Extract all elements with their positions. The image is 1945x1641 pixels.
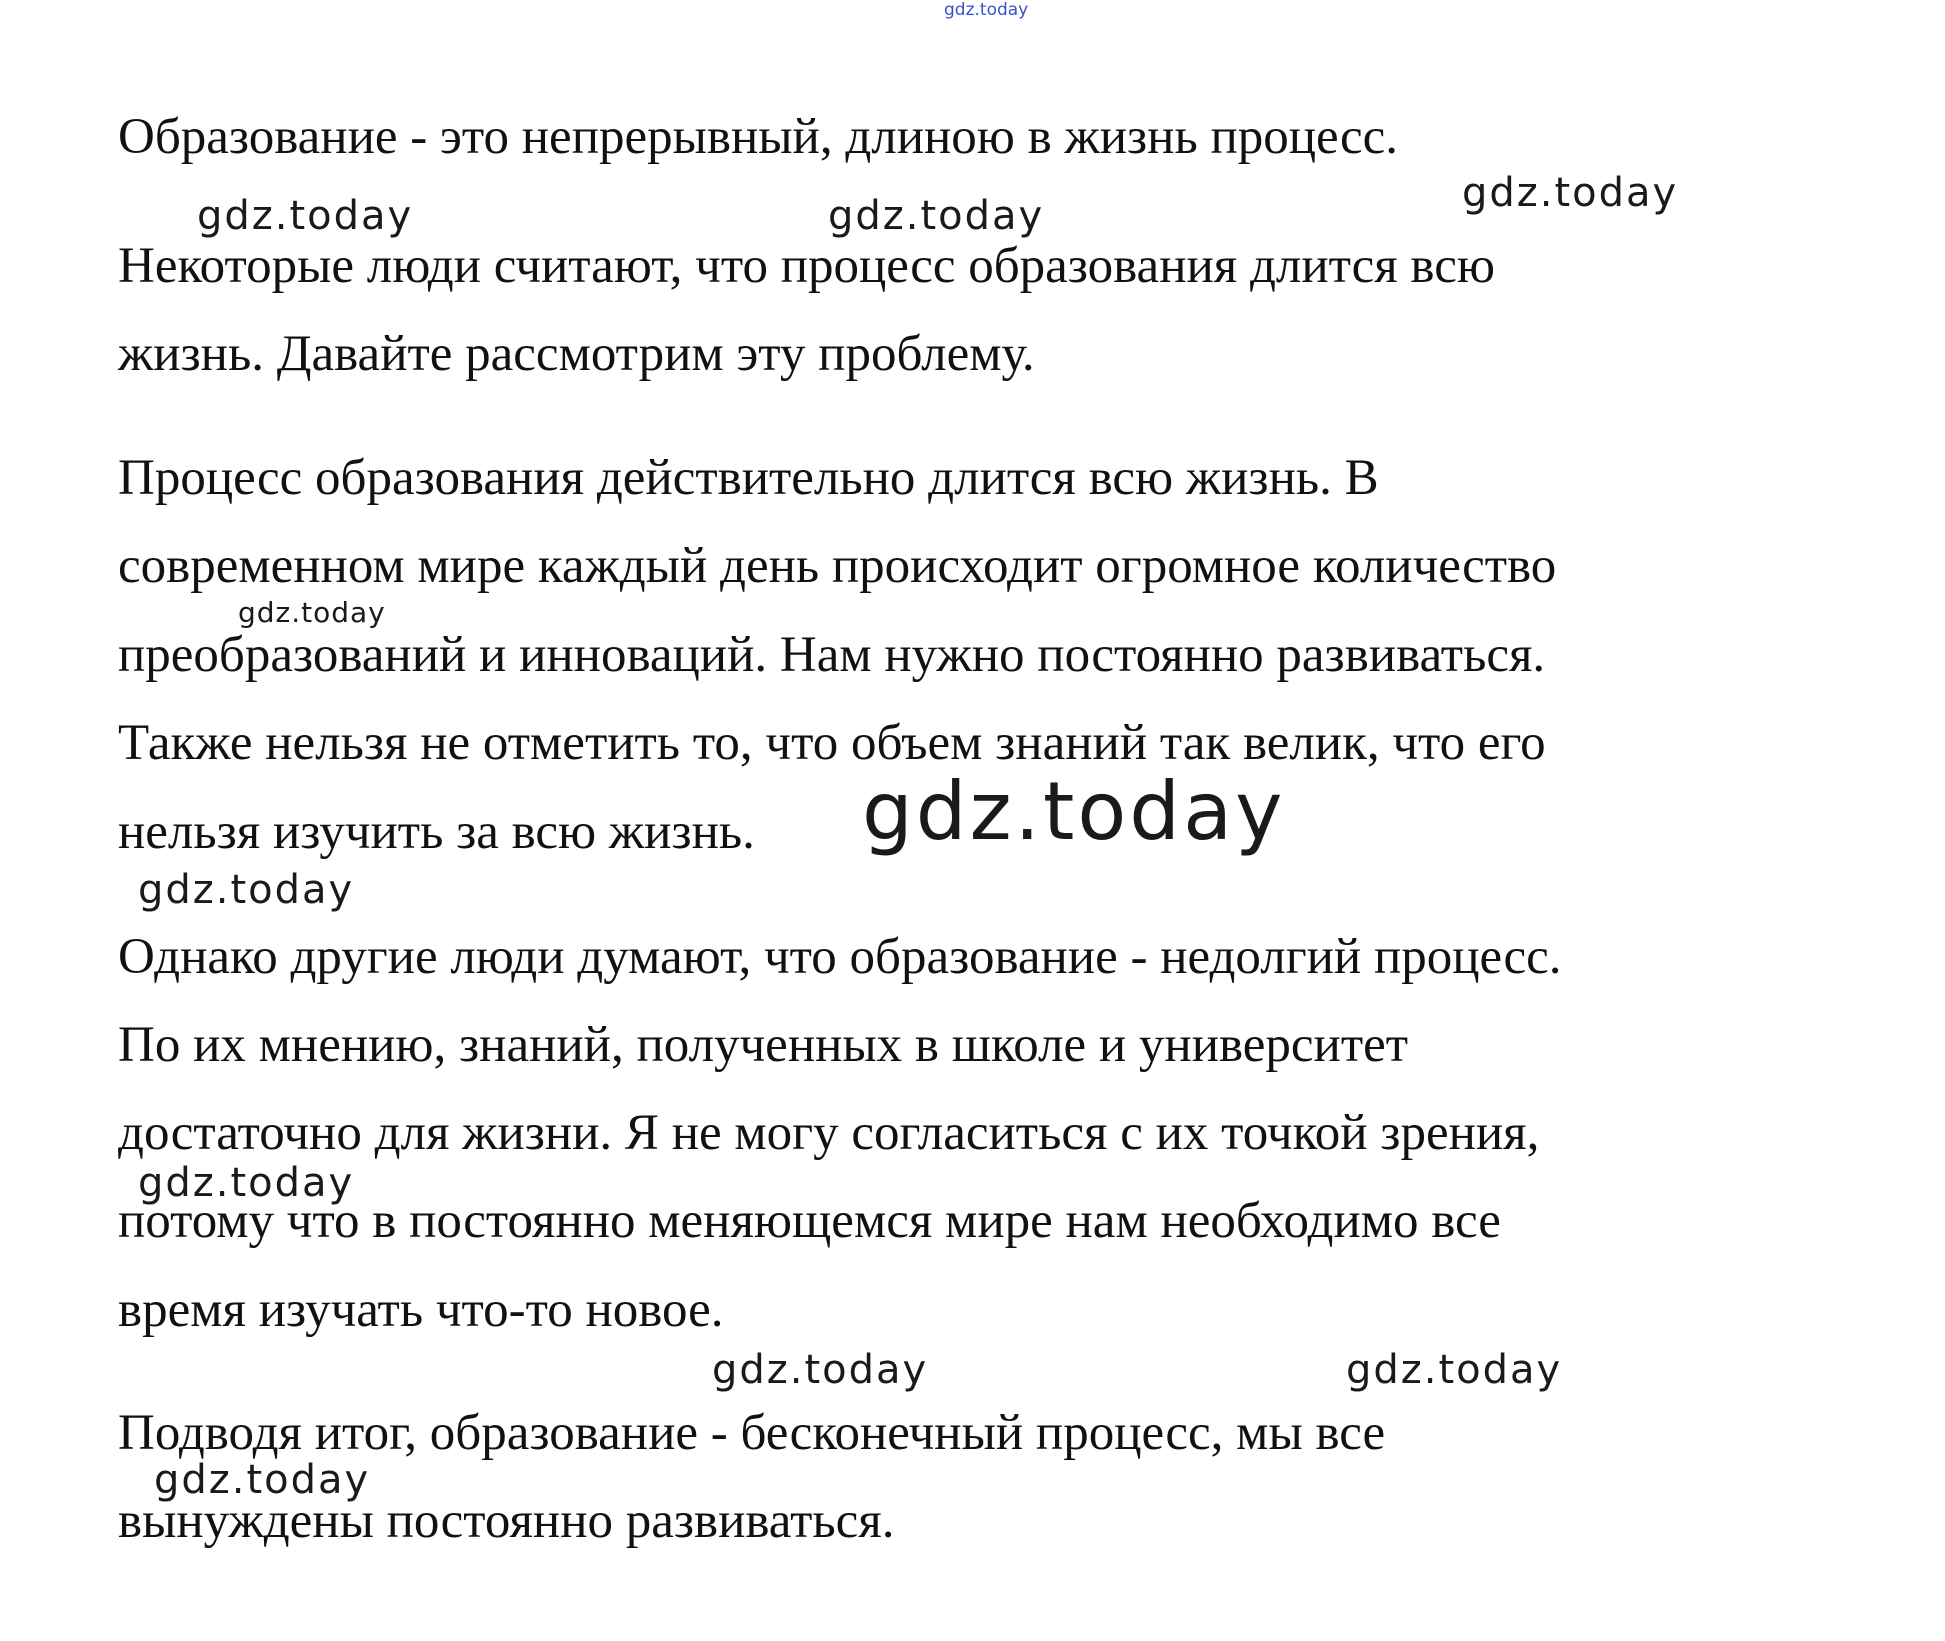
watermark: gdz.today [197, 193, 414, 239]
text-line-9: Однако другие люди думают, что образование - недолгий процесс. [118, 929, 1562, 985]
watermark: gdz.today [1346, 1347, 1563, 1393]
watermark: gdz.today [828, 193, 1045, 239]
text-line-14: Подводя итог, образование - бесконечный процесс, мы все [118, 1405, 1386, 1461]
text-line-6: преобразований и инноваций. Нам нужно постоянно развиваться. [118, 627, 1546, 683]
text-line-3: жизнь. Давайте рассмотрим эту проблему. [118, 326, 1035, 382]
text-line-5: современном мире каждый день происходит огромное количество [118, 538, 1557, 594]
text-line-8: нельзя изучить за всю жизнь. [118, 804, 755, 860]
watermark: gdz.today [1462, 170, 1679, 216]
text-line-1: Образование - это непрерывный, длиною в жизнь процесс. [118, 109, 1398, 165]
watermark: gdz.today [138, 867, 355, 913]
text-line-10: По их мнению, знаний, полученных в школе и университет [118, 1017, 1409, 1073]
text-line-15: вынуждены постоянно развиваться. [118, 1493, 895, 1549]
text-line-12: потому что в постоянно меняющемся мире нам необходимо все [118, 1193, 1501, 1249]
watermark: gdz.today [154, 1457, 371, 1503]
watermark-large: gdz.today [862, 765, 1286, 858]
watermark: gdz.today [712, 1347, 929, 1393]
text-line-13: время изучать что-то новое. [118, 1282, 724, 1338]
text-line-2: Некоторые люди считают, что процесс образования длится всю [118, 238, 1495, 294]
watermark: gdz.today [138, 1160, 355, 1206]
text-line-4: Процесс образования действительно длится всю жизнь. В [118, 450, 1379, 506]
text-line-11: достаточно для жизни. Я не могу согласиться с их точкой зрения, [118, 1105, 1540, 1161]
watermark: gdz.today [238, 596, 386, 629]
watermark-top: gdz.today [944, 0, 1029, 20]
text-line-7: Также нельзя не отметить то, что объем знаний так велик, что его [118, 715, 1546, 771]
